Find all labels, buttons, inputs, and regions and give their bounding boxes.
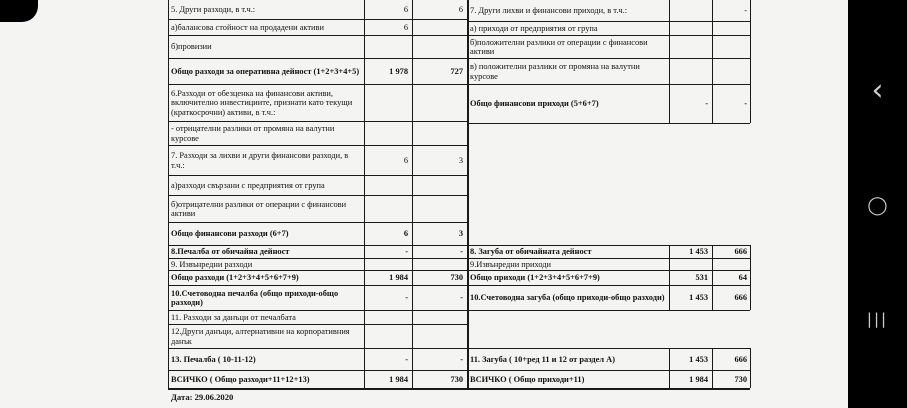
row-line-right <box>467 310 750 311</box>
right-row-value-current <box>671 1 708 21</box>
right-row-value-previous <box>714 36 747 58</box>
left-row-value-current <box>366 36 408 58</box>
left-row-label: ВСИЧКО ( Общо разходи+11+12+13) <box>171 374 310 384</box>
left-row-value-current <box>366 85 408 121</box>
left-row-value-previous: 6 <box>458 5 463 15</box>
right-row-label: Общо финансови приходи (5+6+7) <box>470 99 599 109</box>
left-row-label: б)провизии <box>171 42 212 52</box>
left-row-label: Общо финансови разходи (6+7) <box>171 229 289 239</box>
table-right-col2-bot <box>712 348 713 388</box>
left-row-value-current: 6 <box>403 5 408 15</box>
screen-corner <box>0 0 38 22</box>
right-row-label: 10.Счетоводна загуба (общо приходи-общо разходи) <box>470 293 665 303</box>
left-row-value-previous: 3 <box>458 229 463 239</box>
right-row-value-previous: 666 <box>734 293 747 303</box>
left-row-value-current <box>366 122 408 145</box>
left-row-value-previous <box>414 259 463 270</box>
left-row-value-current: 1 984 <box>389 273 408 283</box>
left-row-value-current: 1 984 <box>389 374 408 384</box>
right-row-label: в) положителни разлики от промяна на валутни курсове <box>470 62 640 81</box>
right-row-label: 7. Други лихви и финансови приходи, в т.ч.: <box>470 6 628 16</box>
right-row-label: 8. Загуба от обичайната дейност <box>470 247 592 257</box>
right-row-value-current: - <box>705 99 708 109</box>
right-row-value-previous: - <box>744 6 747 16</box>
left-row-value-previous <box>414 36 463 58</box>
left-row-value-previous: - <box>460 354 463 364</box>
back-button[interactable] <box>848 72 907 108</box>
table-right-col1-top <box>669 0 670 123</box>
right-row-value-previous: 666 <box>734 354 747 364</box>
right-row-label: Общо приходи (1+2+3+4+5+6+7+9) <box>470 273 600 283</box>
left-row-label: 9. Извънредни разходи <box>171 259 253 269</box>
table-right-col2-top <box>712 0 713 123</box>
right-row-value-current <box>671 259 708 270</box>
right-row-value-current: 1 984 <box>689 374 708 384</box>
right-row-value-current: 1 453 <box>689 354 708 364</box>
row-line-left <box>168 388 467 390</box>
left-row-value-previous: 730 <box>450 374 463 384</box>
right-row-value-previous: 64 <box>738 273 747 283</box>
left-row-label: б)отрицателни разлики от операции с финансови активи <box>171 199 347 218</box>
left-row-label: 6.Разходи от обезценка на финансови активи, включително инвестициите, признати като текущи (краткосрочни) активи, в т.ч.: <box>171 88 353 117</box>
left-row-value-current <box>366 311 408 324</box>
right-row-value-current: 1 453 <box>689 247 708 257</box>
left-row-value-previous: 730 <box>450 273 463 283</box>
recents-button[interactable] <box>848 305 907 333</box>
left-row-value-current <box>366 259 408 270</box>
left-row-value-current <box>366 176 408 195</box>
right-row-value-current <box>671 59 708 84</box>
left-row-label: Общо разходи (1+2+3+4+5+6+7+9) <box>171 273 299 283</box>
right-row-label: 11. Загуба ( 10+ред 11 и 12 от раздел А) <box>470 354 616 364</box>
left-row-value-previous <box>414 85 463 121</box>
left-row-label: Общо разходи за оперативна дейност (1+2+3+4+5) <box>171 66 360 76</box>
left-row-label: 10.Счетоводна печалба (общо приходи-общо разходи) <box>171 288 339 307</box>
left-row-label: 8.Печалба от обичайна дейност <box>171 247 290 257</box>
left-row-label: 12.Други данъци, алтернативни на корпоративния данък <box>171 327 350 346</box>
left-row-label: 13. Печалба ( 10-11-12) <box>171 354 256 364</box>
left-row-label: а)балансова стойност на продадени активи <box>171 22 324 32</box>
left-row-value-current: 6 <box>403 229 408 239</box>
row-line-right <box>467 388 750 390</box>
left-row-value-previous <box>414 311 463 324</box>
left-row-value-current <box>366 196 408 222</box>
left-row-value-current: - <box>405 247 408 257</box>
recent-apps-icon: ||| <box>866 310 889 328</box>
right-row-value-previous: - <box>744 99 747 109</box>
table-right-border-top <box>750 0 751 123</box>
android-nav-bar <box>848 0 907 408</box>
left-row-value-previous <box>414 20 463 35</box>
right-row-value-previous <box>714 22 747 35</box>
left-row-value-current: 6 <box>403 155 408 165</box>
document-date: Дата: 29.06.2020 <box>171 392 234 402</box>
right-row-label: а) приходи от предприятия от група <box>470 23 598 33</box>
left-row-label: 11. Разходи за данъци от печалбата <box>171 312 296 322</box>
right-row-value-current <box>671 36 708 58</box>
home-button[interactable] <box>848 191 907 219</box>
row-line-right <box>467 123 750 124</box>
table-right-col2-mid <box>712 245 713 310</box>
table-right-col1-mid <box>669 245 670 310</box>
left-row-value-previous: 3 <box>458 155 463 165</box>
right-row-value-current: 1 453 <box>689 293 708 303</box>
right-row-value-previous: 666 <box>734 247 747 257</box>
table-right-border-bot <box>750 348 751 388</box>
right-row-value-current <box>671 22 708 35</box>
left-row-value-previous <box>414 325 463 348</box>
right-row-label: б)положителни разлики от операции с финансови активи <box>470 37 648 56</box>
home-circle-icon: ◯ <box>867 194 888 216</box>
left-row-label: - отрицателни разлики от промяна на валутни курсове <box>171 124 335 143</box>
right-row-label: 9.Извънредни приходи <box>470 259 552 269</box>
left-row-value-current <box>366 325 408 348</box>
right-row-value-previous <box>714 59 747 84</box>
right-row-value-previous: 730 <box>734 374 747 384</box>
left-row-value-previous: 727 <box>450 66 463 76</box>
left-row-label: 5. Други разходи, в т.ч.: <box>171 5 256 15</box>
left-row-value-previous <box>414 122 463 145</box>
right-row-label: ВСИЧКО ( Общо приходи+11) <box>470 374 585 384</box>
left-row-value-previous <box>414 176 463 195</box>
table-right-col1-bot <box>669 348 670 388</box>
left-row-label: а)разходи свързани с предприятия от група <box>171 180 325 190</box>
left-row-value-current: - <box>405 293 408 303</box>
left-row-value-current: 6 <box>403 22 408 32</box>
left-row-value-current: 1 978 <box>389 66 408 76</box>
right-row-value-current: 531 <box>695 273 708 283</box>
left-row-label: 7. Разходи за лихви и други финансови разходи, в т.ч.: <box>171 151 349 170</box>
chevron-left-icon: ‹ <box>871 72 884 108</box>
left-row-value-current: - <box>405 354 408 364</box>
left-row-value-previous: - <box>460 293 463 303</box>
left-row-value-previous <box>414 196 463 222</box>
right-row-value-previous <box>714 259 747 270</box>
left-row-value-previous: - <box>460 247 463 257</box>
table-right-border-mid <box>750 245 751 310</box>
